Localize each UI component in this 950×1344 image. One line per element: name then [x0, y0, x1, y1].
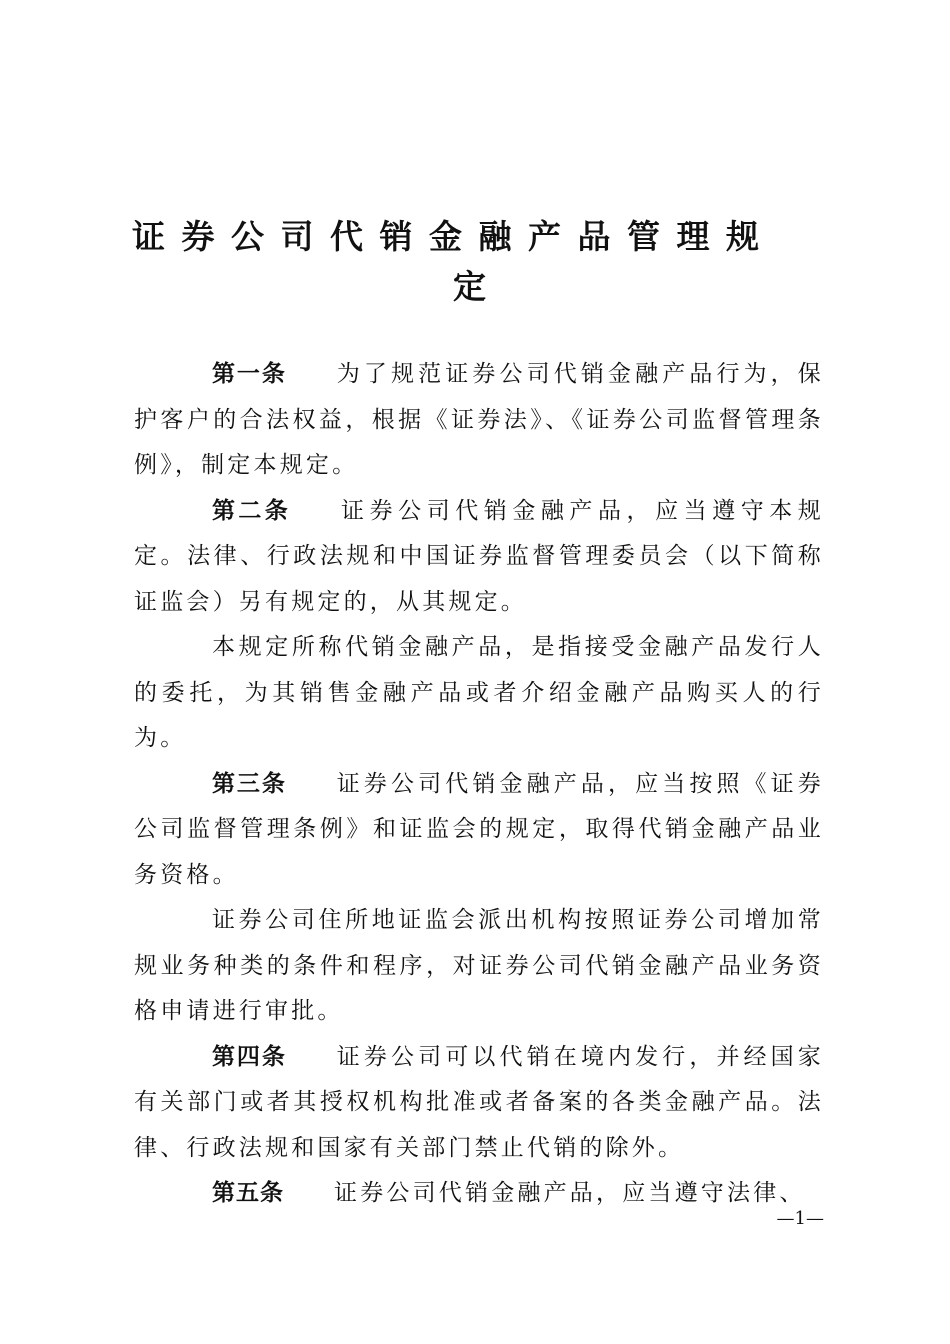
article-heading: 第二条 [212, 497, 292, 524]
paragraph-approval [134, 898, 824, 1035]
paragraph-text: 证券公司代销金融产品，应当遵守本规定。法律、行政法规和中国证券监督管理委员会（以下简称证监会）另有规定的，从其规定。 [134, 497, 824, 615]
paragraph-article-3 [134, 762, 824, 899]
paragraph-definition [134, 625, 824, 762]
title-line-2: 定 [453, 267, 501, 306]
paragraph-article-2 [134, 489, 824, 626]
page-number: —1— [776, 1208, 824, 1229]
paragraph-article-4 [134, 1035, 824, 1172]
paragraph-text: 证券公司代销金融产品，应当遵守法律、 [334, 1180, 806, 1206]
article-heading: 第一条 [212, 361, 287, 387]
article-heading: 第四条 [212, 1043, 287, 1070]
document-title [132, 212, 822, 312]
paragraph-text: 证券公司可以代销在境内发行，并经国家有关部门或者其授权机构批准或者备案的各类金融产品。法律、行政法规和国家有关部门禁止代销的除外。 [134, 1043, 824, 1161]
document-body [134, 352, 824, 1217]
article-heading: 第五条 [212, 1180, 284, 1206]
paragraph-text: 证券公司住所地证监会派出机构按照证券公司增加常规业务种类的条件和程序，对证券公司代销金融产品业务资格申请进行审批。 [134, 907, 824, 1024]
paragraph-text: 本规定所称代销金融产品，是指接受金融产品发行人的委托，为其销售金融产品或者介绍金融产品购买人的行为。 [134, 634, 824, 751]
paragraph-article-5 [134, 1171, 824, 1217]
title-line-1: 证券公司代销金融产品管理规 [132, 217, 776, 256]
paragraph-text: 为了规范证券公司代销金融产品行为，保护客户的合法权益，根据《证券法》、《证券公司监督管理条例》，制定本规定。 [134, 361, 824, 478]
article-heading: 第三条 [212, 770, 287, 797]
paragraph-text: 证券公司代销金融产品，应当按照《证券公司监督管理条例》和证监会的规定，取得代销金融产品业务资格。 [134, 770, 824, 888]
paragraph-article-1 [134, 352, 824, 489]
